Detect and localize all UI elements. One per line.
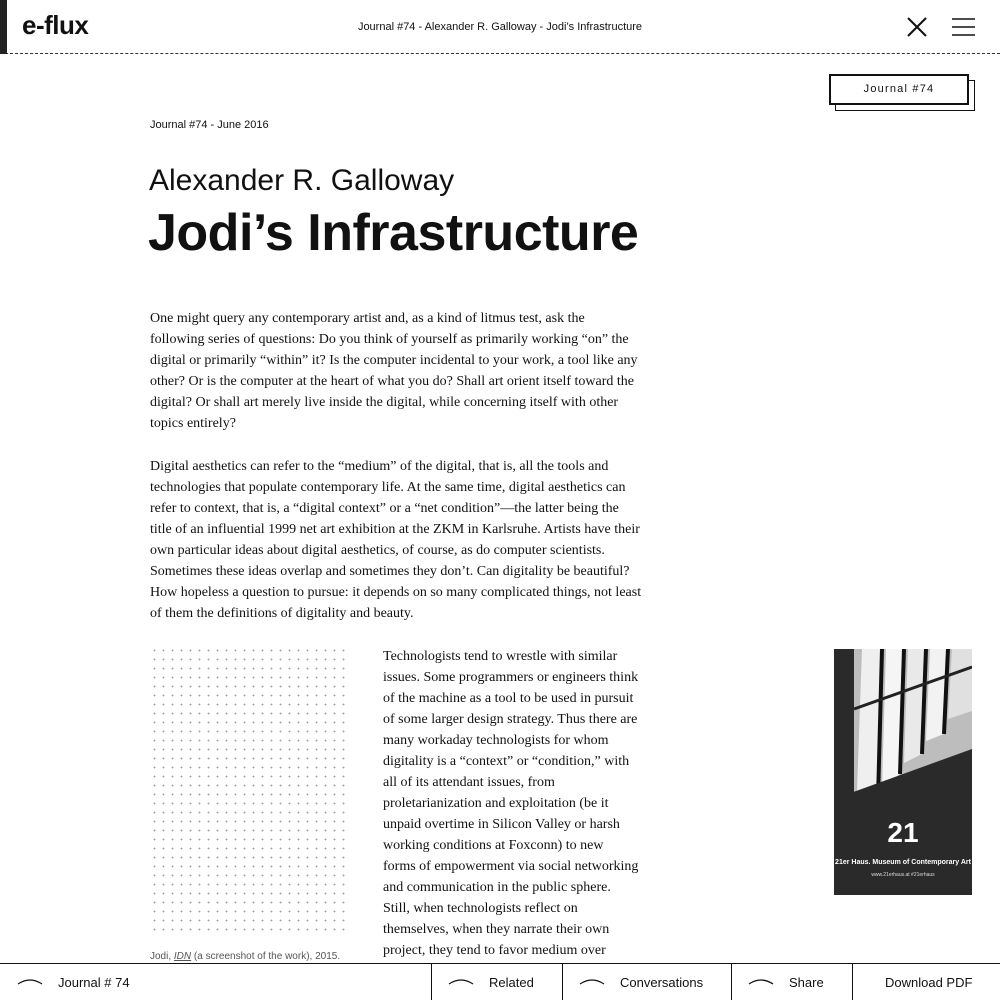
top-header [0,0,1000,54]
article-paragraph: Technologists tend to wrestle with similar issues. Some programmers or engineers think of the machine as a tool to be used in pursuit of some larger design strategy. Thus there are many workaday technologists for whom digitality is a “context” or “condition,” with all of its attendant issues, from proletarianization and exploitation (be it unpaid overtime in Silicon Valley or harsh working conditions at Foxconn) to new forms of empowerment via social networking and communication in the public sphere. Still, when technologists reflect on themselves, when they narrate their own project, they tend to favor medium over [383,649,639,958]
bottom-separator [852,964,853,1000]
chevron-up-icon[interactable] [448,977,474,985]
caption-prefix: Jodi, [150,951,174,962]
bottom-separator [431,964,432,1000]
e-flux-logo[interactable]: e-flux [22,10,89,40]
caption-suffix: (a screenshot of the work), 2015. [191,951,341,962]
article-paragraph: Digital aesthetics can refer to the “medium” of the digital, that is, all the tools and technologies that populate contemporary life. At the same time, digital aesthetics can refer to context, that is, a “digital context” or a “net condition”—the latter being the title of an influential 1999 net art exhibition at the ZKM in Karlsruhe. Artists have their own particular ideas about digital aesthetics, of course, as do computer scientists. Sometimes these ideas overlap and sometimes they don’t. Can digitality be beautiful? How hopeless a question to pursue: it depends on so many complicated things, not least of them the definitions of digitality and beauty. [150,459,642,621]
journal-tag-button[interactable]: Journal #74 [829,74,969,105]
bottom-conversations-tab[interactable]: Conversations [620,975,704,990]
bottom-share-tab[interactable]: Share [789,975,824,990]
header-title: Journal #74 - Alexander R. Galloway - Jodi’s Infrastructure [357,21,643,33]
article-title: Jodi’s Infrastructure [148,204,639,262]
article-author[interactable]: Alexander R. Galloway [149,164,455,197]
article-figure-image[interactable] [150,646,346,932]
chevron-up-icon[interactable] [17,977,43,985]
ad-title: 21er Haus. Museum of Contemporary Art [835,859,971,866]
bottom-navigation-bar [0,963,1000,1000]
ad-number: 21 [887,817,919,848]
ad-subtitle: www.21erhaus.at #21erhaus [871,872,935,878]
article-paragraph: One might query any contemporary artist and, as a kind of litmus test, ask the following series of questions: Do you think of yourself as primarily working “on” the digital or primarily “within” it? Is the computer incidental to your work, a tool like any other? Or is the computer at the heart of what you do? Shall art orient itself toward the digital? Or shall art merely live inside the digital, while concerning itself with other topics entirely? [150,311,638,431]
journal-tag-wrapper [829,74,975,111]
download-pdf-button[interactable]: Download PDF [885,975,973,990]
caption-work-title[interactable]: IDN [173,951,192,962]
menu-icon[interactable] [952,17,975,37]
bottom-related-tab[interactable]: Related [489,975,534,990]
bottom-separator [731,964,732,1000]
close-icon[interactable] [905,15,929,39]
bottom-journal-link[interactable]: Journal # 74 [58,975,130,990]
chevron-up-icon[interactable] [579,977,605,985]
bottom-separator [562,964,563,1000]
advertisement-banner[interactable] [834,649,972,895]
chevron-up-icon[interactable] [748,977,774,985]
issue-date-line[interactable]: Journal #74 - June 2016 [150,119,269,131]
